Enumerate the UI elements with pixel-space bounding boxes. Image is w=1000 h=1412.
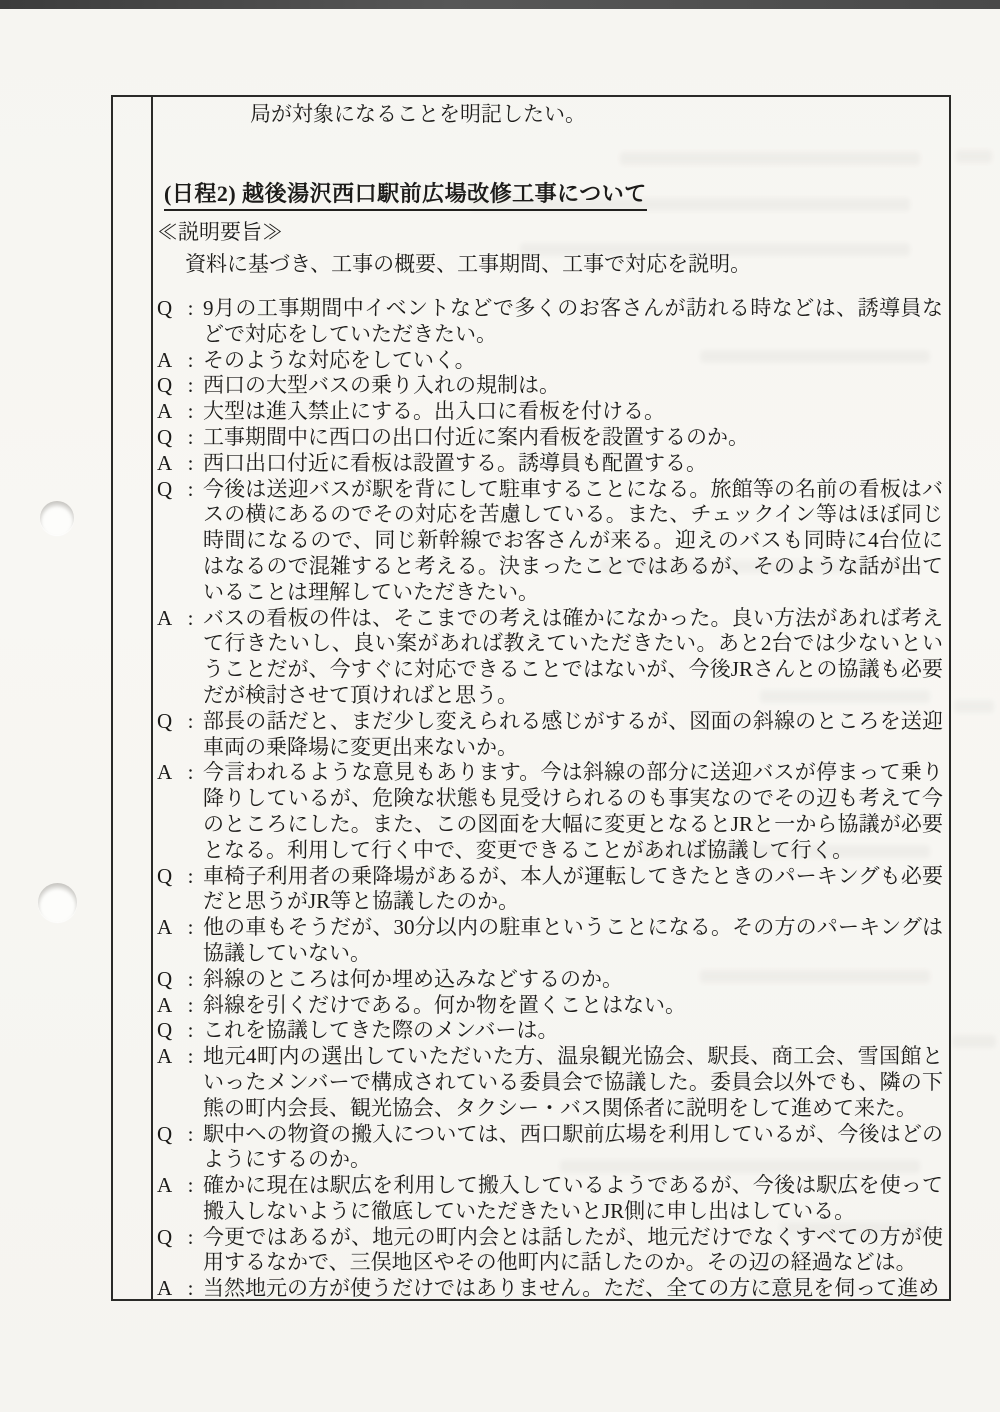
qa-item — [157, 451, 943, 477]
qa-item — [157, 399, 943, 425]
qa-colon: : — [187, 863, 194, 888]
qa-item — [157, 915, 943, 967]
agenda-heading — [164, 178, 943, 210]
scanner-edge-artifact — [0, 0, 1000, 9]
qa-colon: : — [187, 992, 194, 1017]
qa-speaker-label: Q — [157, 708, 173, 733]
agenda-heading-text: (日程2) 越後湯沢西口駅前広場改修工事について — [164, 181, 647, 211]
qa-text: 部長の話だと、まだ少し変えられる感じがするが、図面の斜線のところを送迎車両の乗降場に変更出来ないか。 — [203, 708, 943, 759]
qa-speaker-label: Q — [157, 966, 173, 991]
qa-text: 9月の工事期間中イベントなどで多くのお客さんが訪れる時などは、誘導員などで対応をしていただきたい。 — [203, 296, 943, 346]
qa-speaker-label: A — [157, 1044, 173, 1069]
qa-speaker-label: Q — [157, 296, 173, 320]
qa-text: 地元4町内の選出していただいた方、温泉観光協会、駅長、商工会、雪国館といったメンバーで構成されている委員会で協議した。委員会以外でも、隣の下熊の町内会長、観光協会、タクシー・バス関係者に説明をして進めて来た。 — [203, 1044, 943, 1120]
document-table-frame — [111, 95, 951, 1301]
qa-text: 当然地元の方が使うだけではありません。ただ、全ての方に意見を伺って進め — [203, 1276, 940, 1301]
qa-colon: : — [187, 605, 194, 630]
qa-item — [157, 967, 943, 993]
qa-text: 斜線を引くだけである。何か物を置くことはない。 — [203, 992, 686, 1017]
qa-speaker-label: Q — [157, 424, 173, 449]
continuation-line: 局が対象になることを明記したい。 — [250, 102, 586, 126]
qa-text: 大型は進入禁止にする。出入口に看板を付ける。 — [203, 399, 665, 424]
bleedthrough-mark — [956, 150, 992, 163]
qa-colon: : — [187, 915, 194, 940]
qa-colon: : — [187, 1044, 194, 1069]
document-content — [153, 97, 949, 1299]
qa-speaker-label: A — [157, 347, 173, 372]
qa-colon: : — [187, 347, 194, 372]
qa-speaker-label: A — [157, 399, 173, 424]
qa-item — [157, 993, 943, 1019]
qa-colon: : — [187, 1018, 194, 1043]
qa-text: 今後は送迎バスが駅を背にして駐車することになる。旅館等の名前の看板はバスの横にあるのでその対応を苦慮している。また、チェックイン等はほぼ同じ時間になるので、同じ新幹線でお客さんが来る。迎えのバスも同時に4台位にはなるので混雑すると考える。決まったことではあるが、そのような話が出ていることは理解していただきたい。 — [203, 476, 943, 604]
qa-speaker-label: Q — [157, 1121, 173, 1146]
qa-text: 斜線のところは何か埋め込みなどするのか。 — [203, 966, 623, 991]
bleedthrough-mark — [952, 1035, 996, 1048]
qa-item — [157, 1225, 943, 1277]
qa-text: 今更ではあるが、地元の町内会とは話したが、地元だけでなくすべての方が使用するなかで、三俣地区やその他町内に話したのか。その辺の経過などは。 — [203, 1224, 943, 1275]
qa-speaker-label: A — [157, 605, 173, 630]
qa-text: 工事期間中に西口の出口付近に案内看板を設置するのか。 — [203, 424, 749, 449]
qa-item — [157, 477, 943, 606]
qa-speaker-label: A — [157, 992, 173, 1017]
qa-item — [157, 373, 943, 399]
qa-colon: : — [187, 1276, 194, 1301]
punch-hole-bottom — [38, 883, 77, 922]
qa-text: これを協議してきた際のメンバーは。 — [203, 1018, 559, 1043]
qa-item — [157, 760, 943, 863]
qa-colon: : — [187, 399, 194, 424]
qa-colon: : — [187, 424, 194, 449]
qa-text: 西口出口付近に看板は設置する。誘導員も配置する。 — [203, 450, 707, 475]
summary-text: 資料に基づき、工事の概要、工事期間、工事で対応を説明。 — [185, 252, 752, 276]
qa-speaker-label: Q — [157, 373, 173, 398]
qa-item — [157, 1122, 943, 1174]
qa-speaker-label: Q — [157, 476, 173, 501]
qa-speaker-label: A — [157, 450, 173, 475]
qa-speaker-label: Q — [157, 1224, 173, 1249]
qa-colon: : — [187, 1173, 194, 1198]
qa-colon: : — [187, 450, 194, 475]
qa-colon: : — [187, 476, 194, 501]
qa-colon: : — [187, 373, 194, 398]
qa-item — [157, 606, 943, 709]
qa-list — [157, 296, 943, 1301]
qa-item — [157, 425, 943, 451]
qa-colon: : — [187, 708, 194, 733]
punch-hole-top — [40, 501, 74, 535]
qa-text: バスの看板の件は、そこまでの考えは確かになかった。良い方法があれば考えて行きたいし、良い案があれば教えていただきたい。あと2台では少ないということだが、今すぐに対応できることではないが、今後JRさんとの協議も必要だが検討させて頂ければと思う。 — [203, 605, 943, 707]
qa-colon: : — [187, 1224, 194, 1249]
qa-item — [157, 1173, 943, 1225]
qa-text: 今言われるような意見もあります。今は斜線の部分に送迎バスが停まって乗り降りしているが、危険な状態も見受けられるのも事実なのでその辺も考えて今のところにした。また、この図面を大幅に変更となるとJRと一から協議が必要となる。利用して行く中で、変更できることがあれば協議して行く。 — [203, 760, 943, 862]
qa-item — [157, 709, 943, 761]
qa-text: 駅中への物資の搬入については、西口駅前広場を利用しているが、今後はどのようにするのか。 — [203, 1121, 943, 1172]
qa-text: 確かに現在は駅広を利用して搬入しているようであるが、今後は駅広を使って搬入しないように徹底していただきたいとJR側に申し出はしている。 — [203, 1173, 943, 1223]
qa-speaker-label: A — [157, 1276, 173, 1301]
qa-colon: : — [187, 1121, 194, 1146]
qa-colon: : — [187, 966, 194, 991]
qa-speaker-label: A — [157, 915, 173, 940]
qa-colon: : — [187, 760, 194, 785]
qa-text: そのような対応をしていく。 — [203, 347, 476, 372]
qa-item — [157, 1018, 943, 1044]
qa-item — [157, 864, 943, 916]
qa-speaker-label: A — [157, 760, 173, 785]
qa-item — [157, 1044, 943, 1121]
qa-speaker-label: A — [157, 1173, 173, 1198]
qa-colon: : — [187, 296, 194, 320]
qa-speaker-label: Q — [157, 863, 173, 888]
qa-text: 他の車もそうだが、30分以内の駐車ということになる。その方のパーキングは協議していない。 — [203, 915, 943, 965]
summary-section-label: ≪説明要旨≫ — [157, 220, 283, 244]
qa-text: 西口の大型バスの乗り入れの規制は。 — [203, 373, 560, 398]
qa-item — [157, 1276, 943, 1301]
qa-speaker-label: Q — [157, 1018, 173, 1043]
qa-item — [157, 296, 943, 348]
qa-item — [157, 348, 943, 374]
bleedthrough-mark — [954, 700, 994, 713]
qa-text: 車椅子利用者の乗降場があるが、本人が運転してきたときのパーキングも必要だと思うがJR等と協議したのか。 — [203, 863, 943, 914]
